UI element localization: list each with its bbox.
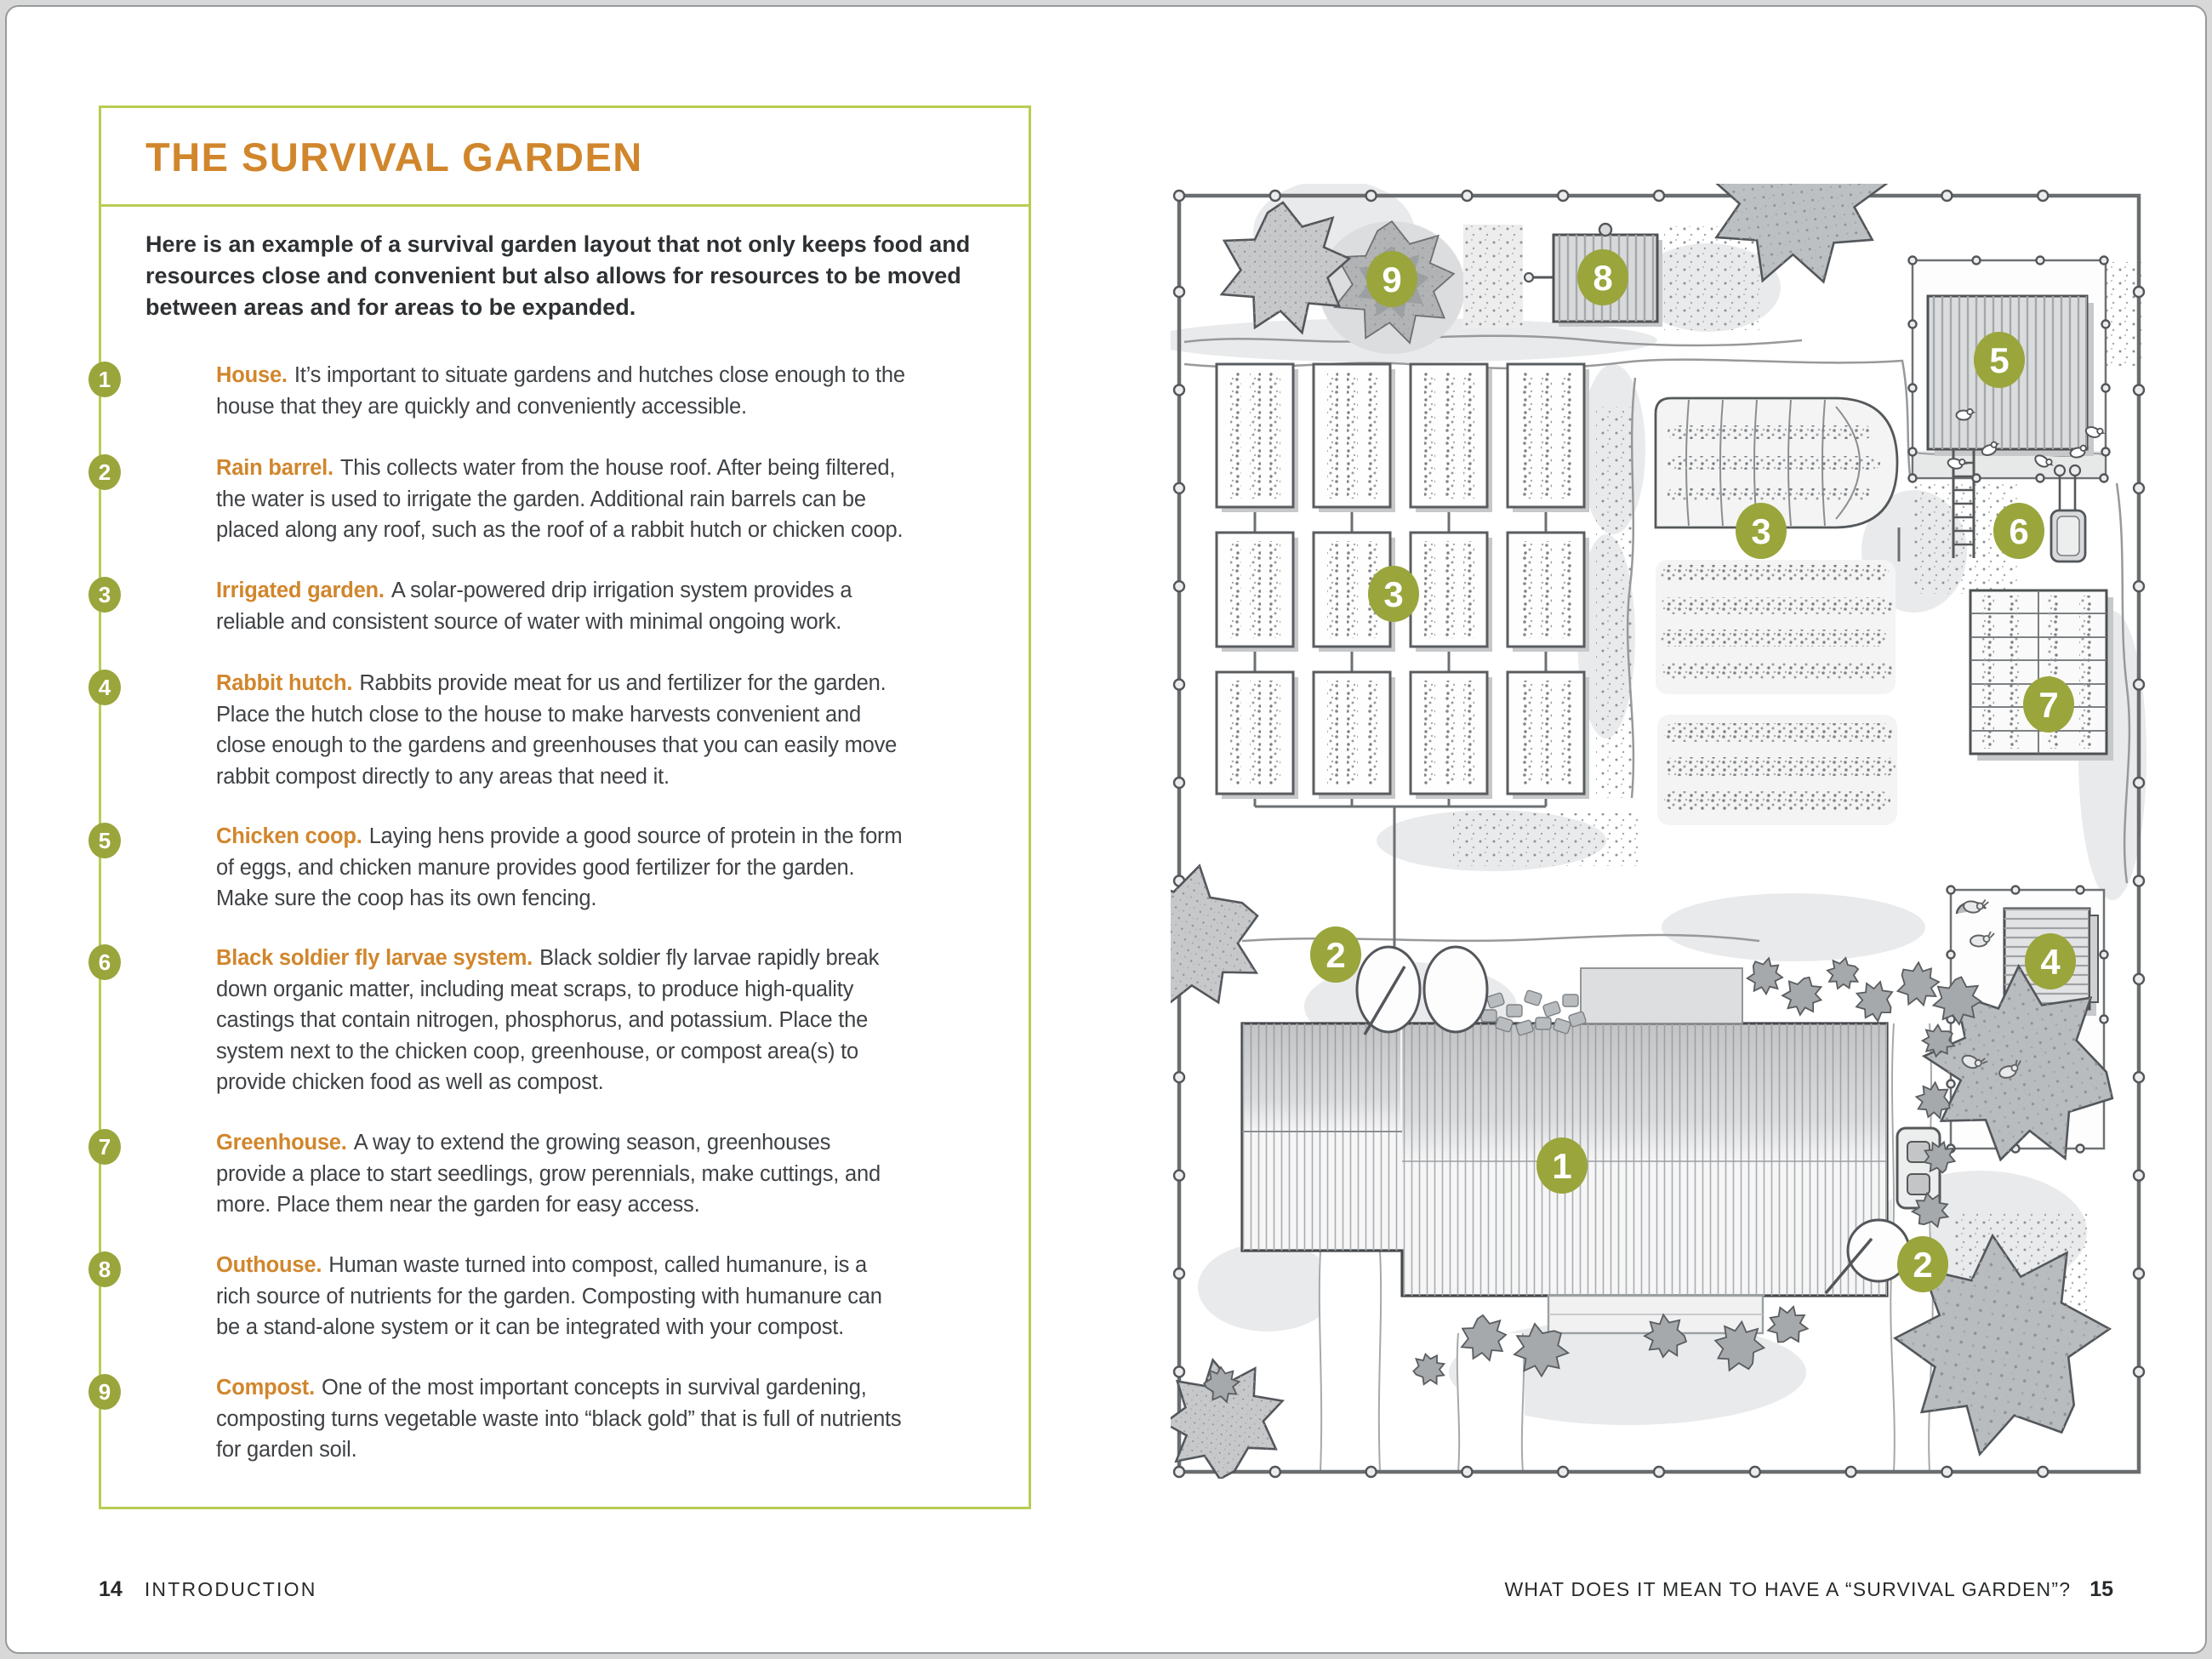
list-number-badge: 2 (88, 454, 121, 490)
list-item-greenhouse (88, 1127, 905, 1221)
list-item-label: Greenhouse. (216, 1131, 347, 1154)
svg-text:3: 3 (1751, 511, 1771, 551)
callout-rabbit-hutch-4 (2025, 933, 2076, 989)
list-number-badge: 5 (88, 823, 121, 858)
svg-text:4: 4 (2040, 942, 2061, 982)
list-item-text: Human waste turned into compost, called humanure, is a rich source of nutrients for the garden. Composting with humanure can be a stand-alone system or it can be integrated with your compost. (216, 1253, 882, 1339)
list-item-label: Irrigated garden. (216, 579, 385, 602)
callout-rain-barrel-2-top (1310, 926, 1361, 983)
list-number-badge: 7 (88, 1129, 121, 1165)
footer-section: INTRODUCTION (144, 1578, 317, 1600)
svg-text:9: 9 (1382, 259, 1402, 299)
gravel-pad-texture (1463, 225, 1523, 328)
list-number-badge: 4 (88, 670, 121, 705)
footer-right (1504, 1577, 2113, 1602)
list-item-chicken-coop (88, 821, 905, 915)
list-item-rabbit-hutch (88, 668, 905, 792)
callout-compost-9 (1366, 251, 1417, 307)
list-number-badge: 1 (88, 362, 121, 397)
list-item-text: This collects water from the house roof. After being filtered, the water is used to irrigate the garden. Additional rain barrels can be placed along any roof, such as the roof of a rabbit hutch or chicken coop. (216, 456, 904, 542)
list-item-text: It’s important to situate gardens and hutches close enough to the house that they are quickly and conveniently accessible. (216, 363, 905, 419)
list-item-text: Laying hens provide a good source of protein in the form of eggs, and chicken manure provides good fertilizer for the garden. Make sure the coop has its own fencing. (216, 824, 903, 910)
svg-text:2: 2 (1913, 1245, 1933, 1285)
callout-outhouse-8 (1577, 249, 1628, 305)
svg-text:7: 7 (2038, 685, 2059, 725)
list-number-badge: 9 (88, 1374, 121, 1410)
black-soldier-fly-system (2051, 465, 2085, 562)
svg-text:8: 8 (1593, 258, 1613, 298)
callout-chicken-coop-5 (1974, 332, 2025, 388)
page-number-right: 15 (2089, 1577, 2113, 1601)
callout-rain-barrel-2-bottom (1897, 1236, 1948, 1292)
callout-greenhouse-7 (2023, 676, 2074, 733)
book-page-spread (5, 5, 2207, 1654)
list-item-text: Black soldier fly larvae rapidly break down organic matter, including meat scraps, to produce high-quality castings that contain nitrogen, phosphorus, and potassium. Place the system next to the chicken coop, greenhouse, or compost area(s) to provide chicken food as well as compost. (216, 946, 880, 1094)
hoop-house (1656, 398, 1897, 527)
outhouse-vent (1599, 224, 1611, 236)
list-item-label: Rabbit hutch. (216, 671, 353, 695)
list-item-label: Black soldier fly larvae system. (216, 946, 533, 970)
list-item-label: House. (216, 363, 288, 387)
svg-text:1: 1 (1552, 1146, 1572, 1186)
list-item-text: One of the most important concepts in survival gardening, composting turns vegetable waste into “black gold” that is full of nutrients for garden soil. (216, 1376, 902, 1462)
list-item-label: Rain barrel. (216, 456, 334, 480)
list-number-badge: 6 (88, 944, 121, 980)
svg-text:2: 2 (1325, 935, 1346, 975)
list-item-house (88, 360, 905, 422)
list-item-text: A solar-powered drip irrigation system provides a reliable and consistent source of water with minimal ongoing work. (216, 579, 852, 634)
list-item-rain-barrel (88, 453, 905, 546)
list-item-outhouse (88, 1250, 905, 1343)
panel-intro: Here is an example of a survival garden layout that not only keeps food and resources close and convenient but also allows for resources to be moved between areas and for areas to be expanded. (145, 231, 971, 320)
panel-title: THE SURVIVAL GARDEN (145, 134, 643, 180)
svg-text:6: 6 (2009, 511, 2029, 551)
callout-bsf-6 (1993, 503, 2044, 559)
list-item-text: Rabbits provide meat for us and fertilizer for the garden. Place the hutch close to the house to make harvests convenient and close enough to the gardens and greenhouses that you can easily move rabbit compost directly to any areas that need it. (216, 671, 898, 789)
deck (1581, 968, 1742, 1023)
list-item-black-soldier-fly (88, 943, 905, 1098)
callout-garden-3-beds (1368, 566, 1419, 622)
list-item-compost (88, 1372, 905, 1466)
row-crop-areas (1656, 560, 1897, 825)
svg-text:3: 3 (1383, 574, 1404, 614)
callout-garden-3-hoophouse (1736, 503, 1787, 559)
svg-text:5: 5 (1989, 340, 2010, 380)
footer-chapter-question: WHAT DOES IT MEAN TO HAVE A “SURVIVAL GARDEN”? (1504, 1578, 2072, 1600)
greenhouse (1970, 590, 2113, 761)
list-item-text: A way to extend the growing season, greenhouses provide a place to start seedlings, grow perennials, make cuttings, and more. Place them near the garden for easy access. (216, 1131, 881, 1217)
page-number-left: 14 (99, 1577, 123, 1601)
callout-house-1 (1536, 1137, 1588, 1194)
list-item-irrigated-garden (88, 575, 905, 637)
list-item-label: Compost. (216, 1376, 315, 1400)
garden-plan-illustration (1171, 184, 2151, 1479)
list-number-badge: 8 (88, 1251, 121, 1287)
list-item-label: Chicken coop. (216, 824, 362, 848)
footer-left (99, 1577, 317, 1602)
list-number-badge: 3 (88, 577, 121, 613)
list-item-label: Outhouse. (216, 1253, 322, 1277)
panel-title-divider (101, 204, 1029, 207)
